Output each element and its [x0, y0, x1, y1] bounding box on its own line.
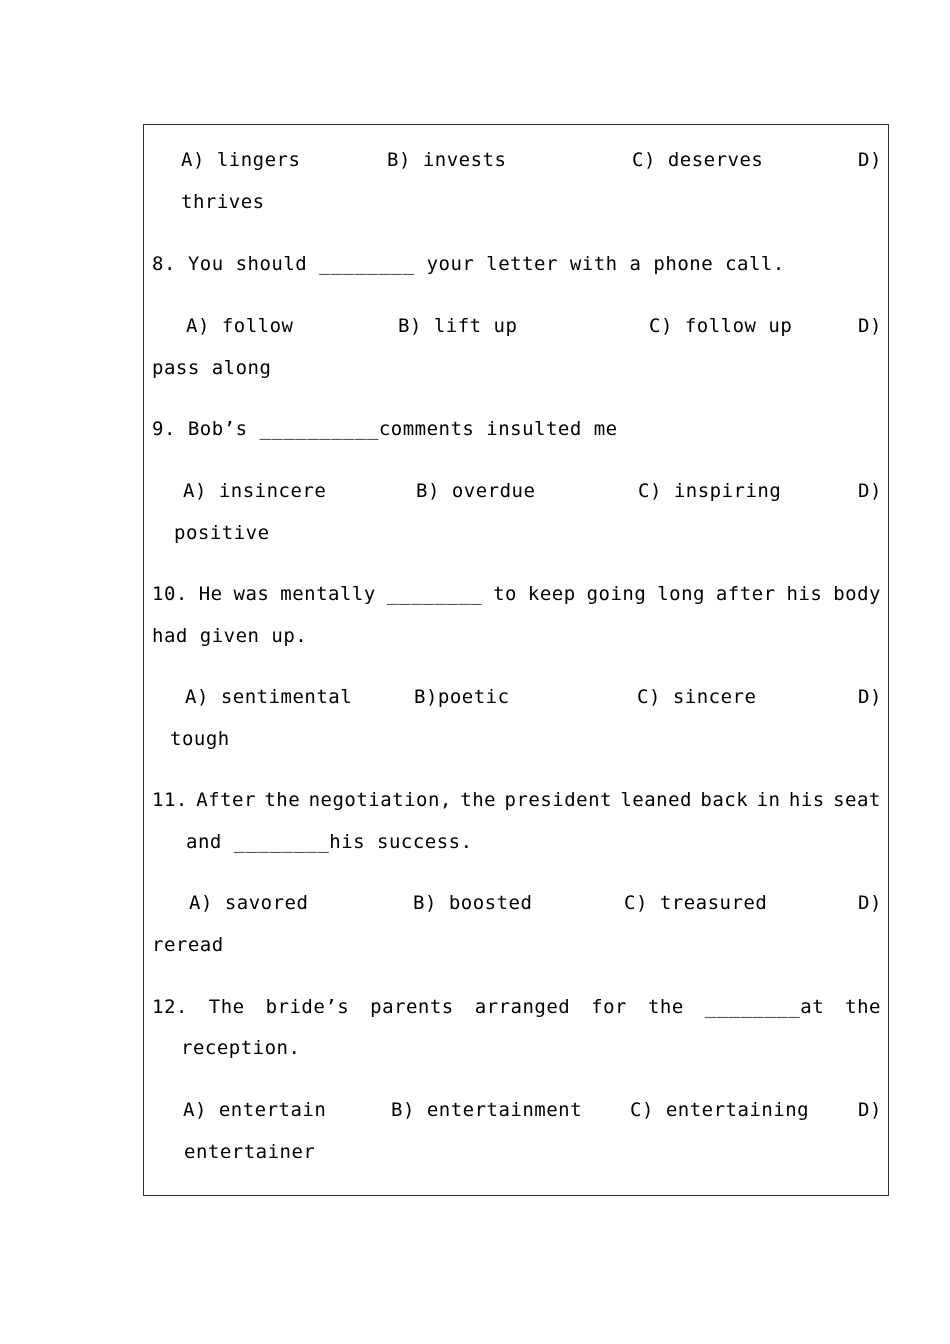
q11-stem-word: back [700, 789, 749, 811]
q11-option-b: B) boosted [413, 892, 533, 914]
q12-option-d-text: entertainer [184, 1141, 316, 1163]
q11-option-c: C) treasured [624, 892, 768, 914]
q11-stem-word: his [788, 789, 825, 811]
q12-option-b: B) entertainment [391, 1099, 583, 1121]
q12-stem-word: parents [370, 996, 454, 1018]
q11-option-a: A) savored [189, 892, 309, 914]
q12-option-a: A) entertain [183, 1099, 327, 1121]
q10-stem-line1 [152, 582, 881, 606]
q12-stem-word: the [647, 996, 684, 1018]
q9-option-a: A) insincere [183, 480, 327, 502]
q10-option-b: B)poetic [414, 686, 510, 708]
q8-stem: 8. You should ________ your letter with a phone call. [152, 253, 785, 275]
q8-option-a: A) follow [186, 315, 294, 337]
q10-option-d-label: D) [858, 686, 882, 708]
q8-option-d-text: pass along [152, 357, 272, 379]
q12-stem-word: bride’s [265, 996, 350, 1018]
q8-option-c: C) follow up [649, 315, 793, 337]
q10-stem-word: to [493, 583, 517, 605]
q10-stem-word: after [715, 583, 776, 605]
q12-option-d-label: D) [858, 1099, 882, 1121]
q8-option-b: B) lift up [398, 315, 518, 337]
q11-stem-word: seat [833, 789, 881, 811]
q12-stem-line1 [152, 995, 881, 1019]
q10-option-d-text: tough [170, 728, 230, 750]
q9-option-d-text: positive [174, 522, 270, 544]
q9-option-d-label: D) [858, 480, 882, 502]
q11-stem-word: 11. [152, 789, 188, 811]
q10-stem-word: He [198, 583, 223, 605]
q10-blank: ________ [386, 583, 483, 605]
q11-stem-word: leaned [620, 789, 692, 811]
q12-option-c: C) entertaining [630, 1099, 810, 1121]
q10-option-a: A) sentimental [185, 686, 353, 708]
q12-stem-word: for [591, 996, 627, 1018]
q12-stem-word: ________at [704, 996, 825, 1018]
q10-option-c: C) sincere [637, 686, 757, 708]
q12-stem-word: 12. [152, 996, 188, 1018]
q12-stem-word: the [845, 996, 881, 1018]
q12-stem-word: arranged [474, 996, 571, 1018]
q11-stem-word: in [756, 789, 781, 811]
q10-stem-word: mentally [280, 583, 376, 605]
q12-stem-line2: reception. [181, 1037, 301, 1059]
q11-stem-word: the [460, 789, 497, 811]
q11-option-d-label: D) [858, 892, 882, 914]
q11-option-d-text: reread [152, 934, 224, 956]
q10-stem-word: was [233, 583, 270, 605]
q10-stem-line2: had given up. [152, 625, 308, 647]
q11-stem-word: After [196, 789, 256, 811]
q10-stem-word: keep [527, 583, 576, 605]
q10-stem-word: body [833, 583, 881, 605]
q11-stem-line2: and ________his success. [186, 831, 473, 853]
q7-option-d-label: D) [858, 149, 882, 171]
q11-stem-word: president [504, 789, 612, 811]
q10-stem-word: long [657, 583, 705, 605]
q7-option-a: A) lingers [181, 149, 301, 171]
q10-stem-word: going [586, 583, 647, 605]
q10-stem-word: 10. [152, 583, 188, 605]
q9-option-c: C) inspiring [638, 480, 782, 502]
q7-option-b: B) invests [387, 149, 507, 171]
q8-option-d-label: D) [858, 315, 882, 337]
q12-stem-word: The [208, 996, 245, 1018]
q11-stem-line1 [152, 788, 881, 812]
q7-option-c: C) deserves [632, 149, 764, 171]
q11-stem-word: negotiation, [308, 789, 452, 811]
q11-stem-word: the [264, 789, 301, 811]
q10-stem-word: his [786, 583, 823, 605]
q9-stem: 9. Bob’s __________comments insulted me [152, 418, 618, 440]
q7-option-d-text: thrives [181, 191, 265, 213]
q9-option-b: B) overdue [416, 480, 536, 502]
